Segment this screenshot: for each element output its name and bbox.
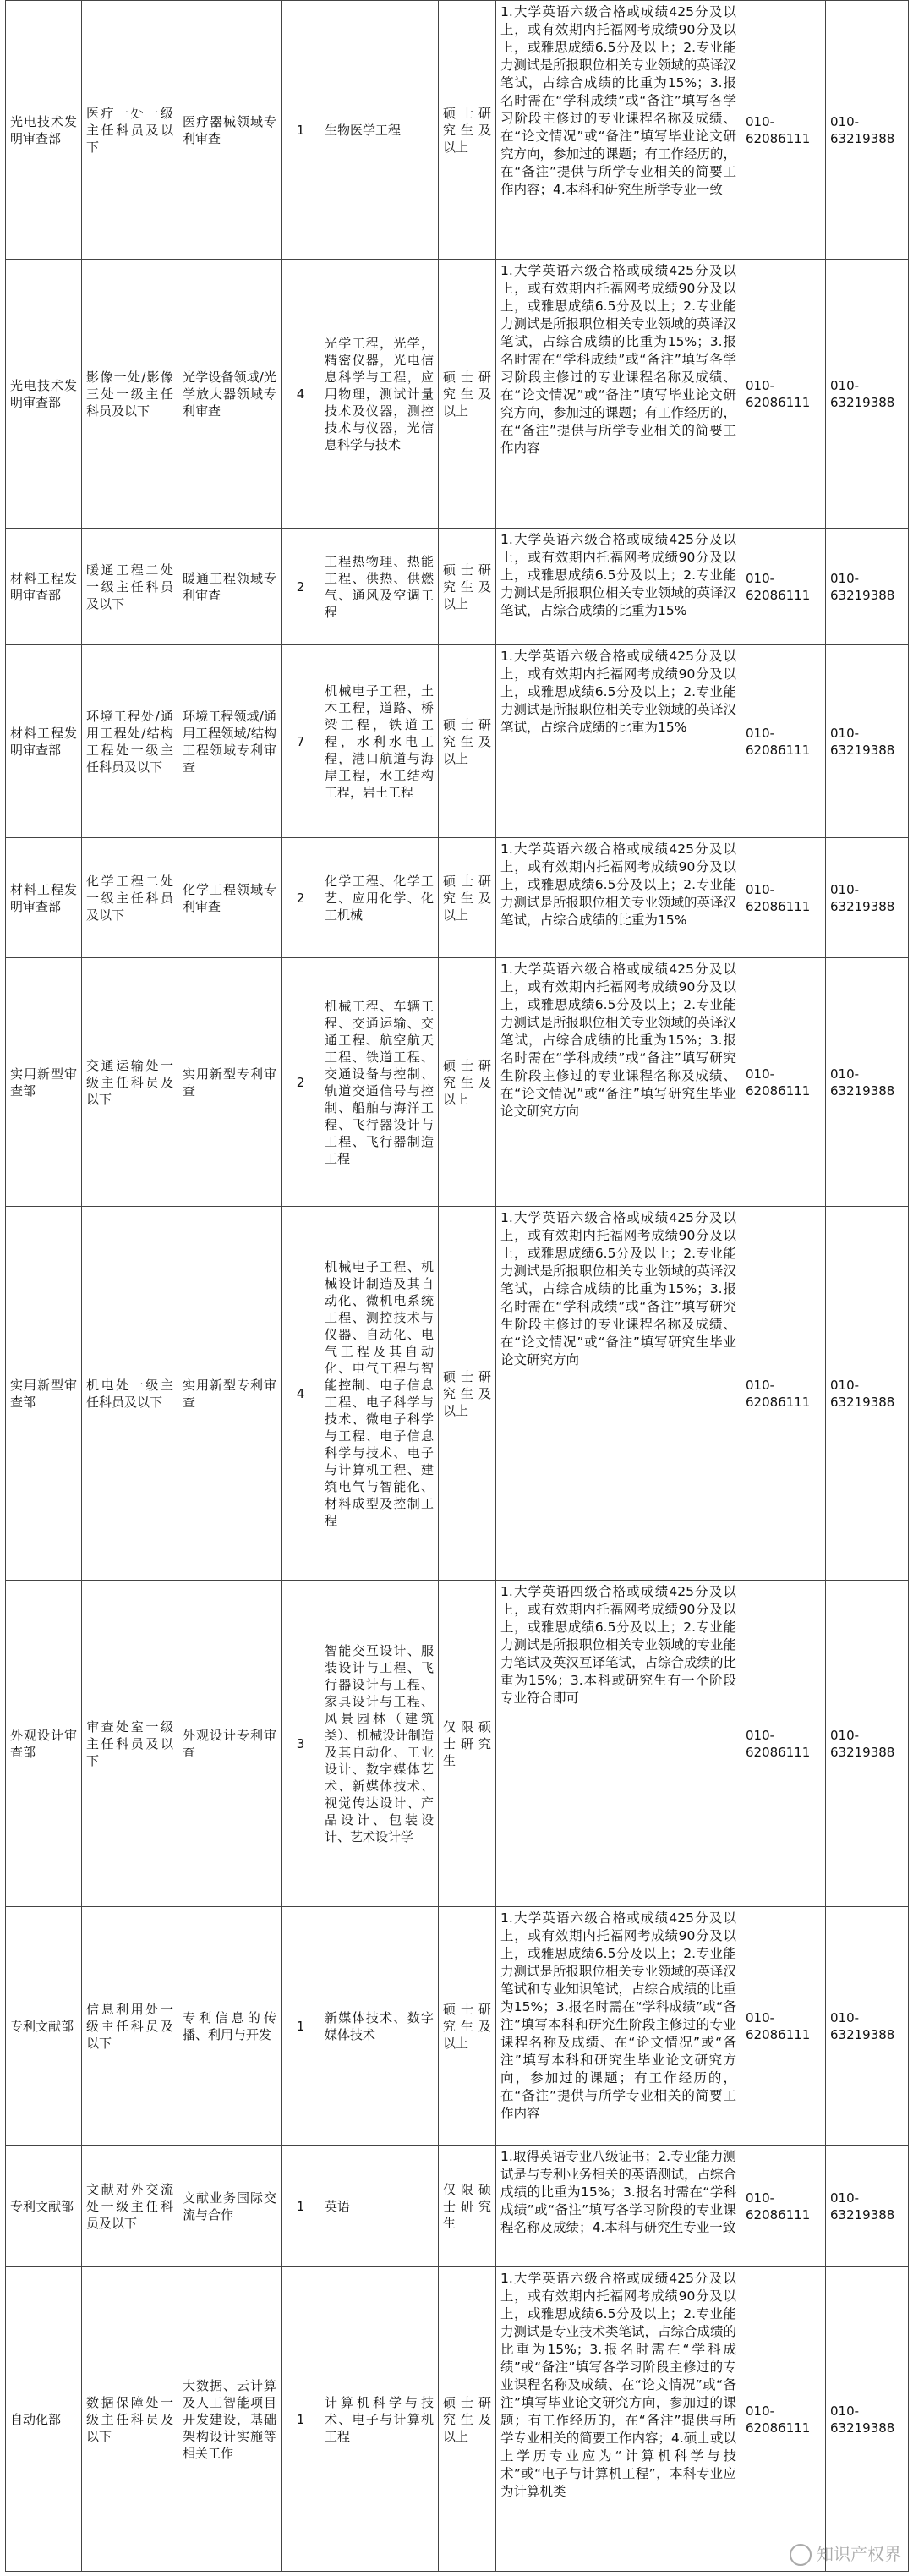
- count-cell: 1: [282, 2267, 320, 2572]
- degree-cell: 硕士研究生及以上: [439, 2267, 496, 2572]
- phone-cell-2: 010-63219388: [826, 1907, 909, 2146]
- phone-cell-2: 010-63219388: [826, 1581, 909, 1907]
- phone-cell-2: 010-63219388: [826, 529, 909, 645]
- degree-cell: 硕士研究生及以上: [439, 1907, 496, 2146]
- phone-cell-2: 010-63219388: [826, 1, 909, 260]
- phone-cell-1: 010-62086111: [741, 958, 826, 1207]
- job-table-body: [6, 1, 909, 2572]
- majors-cell: 新媒体技术、数字媒体技术: [320, 1907, 439, 2146]
- office-cell: 化学工程二处一级主任科员及以下: [82, 838, 178, 958]
- degree-cell: 硕士研究生及以上: [439, 260, 496, 529]
- requirements-cell: 1.取得英语专业八级证书；2.专业能力测试是与专利业务相关的英语测试，占综合成绩的比重为15%；3.报名时需在“学科成绩”或“备注”填写各学习阶段的专业课程名称及成绩；4.本科与研究生专业一致: [496, 2146, 741, 2267]
- requirements-cell: 1.大学英语六级合格或成绩425分及以上，或有效期内托福网考成绩90分及以上，或雅思成绩6.5分及以上；2.专业能力测试是专业技术类笔试，占综合成绩的比重为15%；3.报名时需在“学科成绩”或“备注”填写各学习阶段主修过的专业课程名称及成绩、在“论文情况”或“备注”填写毕业论文研究方向，参加过的课题；有工作经历的，在“备注”提供与所学专业相关的简要工作内容；4.硕士或以上学历专业应为“计算机科学与技术”或“电子与计算机工程”，本科专业应为计算机类: [496, 2267, 741, 2572]
- office-cell: 文献对外交流处一级主任科员及以下: [82, 2146, 178, 2267]
- table-row: [6, 1581, 909, 1907]
- field-cell: 光学设备领域/光学放大器领域专利审查: [178, 260, 282, 529]
- job-table: [5, 0, 909, 2572]
- office-cell: 审查处室一级主任科员及以下: [82, 1581, 178, 1907]
- table-row: [6, 2146, 909, 2267]
- majors-cell: 机械工程、车辆工程、交通运输、交通工程、航空航天工程、铁道工程、交通设备与控制、轨道交通信号与控制、船舶与海洋工程、飞行器设计与工程、飞行器制造工程: [320, 958, 439, 1207]
- department-cell: 实用新型审查部: [6, 958, 82, 1207]
- field-cell: 外观设计专利审查: [178, 1581, 282, 1907]
- count-cell: 4: [282, 260, 320, 529]
- office-cell: 机电处一级主任科员及以下: [82, 1207, 178, 1581]
- majors-cell: 生物医学工程: [320, 1, 439, 260]
- phone-cell-2: 010-63219388: [826, 2146, 909, 2267]
- department-cell: 光电技术发明审查部: [6, 260, 82, 529]
- watermark: [790, 2540, 901, 2567]
- majors-cell: 机械电子工程、机械设计制造及其自动化、微机电系统工程、测控技术与仪器、自动化、电气工程及其自动化、电气工程与智能控制、电子信息工程、电子科学与技术、微电子科学与工程、电子信息科学与技术、电子与计算机工程、建筑电气与智能化、材料成型及控制工程: [320, 1207, 439, 1581]
- majors-cell: 机械电子工程，土木工程，道路、桥梁工程，铁道工程，水利水电工程，港口航道与海岸工程，水工结构工程，岩土工程: [320, 645, 439, 838]
- count-cell: 1: [282, 2146, 320, 2267]
- phone-cell-1: 010-62086111: [741, 2146, 826, 2267]
- department-cell: 外观设计审查部: [6, 1581, 82, 1907]
- requirements-cell: 1.大学英语六级合格或成绩425分及以上，或有效期内托福网考成绩90分及以上，或雅思成绩6.5分及以上；2.专业能力测试是所报职位相关专业领域的英译汉笔试，占综合成绩的比重为15%；3.报名时需在“学科成绩”或“备注”填写研究生阶段主修过的专业课程名称及成绩、在“论文情况”或“备注”填写研究生毕业论文研究方向: [496, 1207, 741, 1581]
- watermark-text: 知识产权界: [817, 2543, 901, 2564]
- phone-cell-1: 010-62086111: [741, 260, 826, 529]
- field-cell: 实用新型专利审查: [178, 958, 282, 1207]
- department-cell: 专利文献部: [6, 1907, 82, 2146]
- count-cell: 4: [282, 1207, 320, 1581]
- count-cell: 7: [282, 645, 320, 838]
- table-row: [6, 958, 909, 1207]
- department-cell: 材料工程发明审查部: [6, 529, 82, 645]
- degree-cell: 硕士研究生及以上: [439, 529, 496, 645]
- department-cell: 材料工程发明审查部: [6, 838, 82, 958]
- field-cell: 暖通工程领域专利审查: [178, 529, 282, 645]
- field-cell: 医疗器械领域专利审查: [178, 1, 282, 260]
- table-row: [6, 2267, 909, 2572]
- office-cell: 暖通工程二处一级主任科员及以下: [82, 529, 178, 645]
- phone-cell-2: 010-63219388: [826, 958, 909, 1207]
- field-cell: 化学工程领域专利审查: [178, 838, 282, 958]
- count-cell: 1: [282, 1, 320, 260]
- department-cell: 光电技术发明审查部: [6, 1, 82, 260]
- phone-cell-2: 010-63219388: [826, 2267, 909, 2572]
- phone-cell-1: 010-62086111: [741, 529, 826, 645]
- majors-cell: 智能交互设计、服装设计与工程、飞行器设计与工程、家具设计与工程、风景园林（建筑类）、机械设计制造及其自动化、工业设计、数字媒体艺术、新媒体技术、视觉传达设计、产品设计、包装设计、艺术设计学: [320, 1581, 439, 1907]
- phone-cell-1: 010-62086111: [741, 1581, 826, 1907]
- phone-cell-2: 010-63219388: [826, 260, 909, 529]
- requirements-cell: 1.大学英语六级合格或成绩425分及以上，或有效期内托福网考成绩90分及以上，或雅思成绩6.5分及以上；2.专业能力测试是所报职位相关专业领域的英译汉笔试，占综合成绩的比重为15%；3.报名时需在“学科成绩”或“备注”填写研究生阶段主修过的专业课程名称及成绩、在“论文情况”或“备注”填写研究生毕业论文研究方向: [496, 958, 741, 1207]
- requirements-cell: 1.大学英语六级合格或成绩425分及以上，或有效期内托福网考成绩90分及以上，或雅思成绩6.5分及以上；2.专业能力测试是所报职位相关专业领域的英译汉笔试，占综合成绩的比重为15%；3.报名时需在“学科成绩”或“备注”填写各学习阶段主修过的专业课程名称及成绩、在“论文情况”或“备注”填写毕业论文研究方向，参加过的课题；有工作经历的，在“备注”提供与所学专业相关的简要工作内容: [496, 260, 741, 529]
- phone-cell-1: 010-62086111: [741, 838, 826, 958]
- degree-cell: 硕士研究生及以上: [439, 838, 496, 958]
- phone-cell-1: 010-62086111: [741, 1207, 826, 1581]
- degree-cell: 硕士研究生及以上: [439, 958, 496, 1207]
- office-cell: 环境工程处/通用工程处/结构工程处一级主任科员及以下: [82, 645, 178, 838]
- requirements-cell: 1.大学英语六级合格或成绩425分及以上，或有效期内托福网考成绩90分及以上，或雅思成绩6.5分及以上；2.专业能力测试是所报职位相关专业领域的英译汉笔试，占综合成绩的比重为15%: [496, 645, 741, 838]
- table-row: [6, 645, 909, 838]
- field-cell: 文献业务国际交流与合作: [178, 2146, 282, 2267]
- majors-cell: 光学工程，光学，精密仪器，光电信息科学与工程，应用物理，测试计量技术及仪器，测控技术与仪器，光信息科学与技术: [320, 260, 439, 529]
- department-cell: 自动化部: [6, 2267, 82, 2572]
- phone-cell-2: 010-63219388: [826, 1207, 909, 1581]
- phone-cell-2: 010-63219388: [826, 645, 909, 838]
- field-cell: 实用新型专利审查: [178, 1207, 282, 1581]
- requirements-cell: 1.大学英语六级合格或成绩425分及以上，或有效期内托福网考成绩90分及以上，或雅思成绩6.5分及以上；2.专业能力测试是所报职位相关专业领域的英译汉笔试，占综合成绩的比重为15%: [496, 529, 741, 645]
- majors-cell: 英语: [320, 2146, 439, 2267]
- table-row: [6, 1, 909, 260]
- majors-cell: 计算机科学与技术、电子与计算机工程: [320, 2267, 439, 2572]
- count-cell: 1: [282, 1907, 320, 2146]
- department-cell: 专利文献部: [6, 2146, 82, 2267]
- degree-cell: 硕士研究生及以上: [439, 1207, 496, 1581]
- department-cell: 实用新型审查部: [6, 1207, 82, 1581]
- phone-cell-1: 010-62086111: [741, 1907, 826, 2146]
- office-cell: 影像一处/影像三处一级主任科员及以下: [82, 260, 178, 529]
- phone-cell-1: 010-62086111: [741, 2267, 826, 2572]
- table-row: [6, 1907, 909, 2146]
- requirements-cell: 1.大学英语六级合格或成绩425分及以上，或有效期内托福网考成绩90分及以上，或雅思成绩6.5分及以上；2.专业能力测试是所报职位相关专业领域的英译汉笔试和专业知识笔试，占综合成绩的比重为15%；3.报名时需在“学科成绩”或“备注”填写本科和研究生阶段主修过的专业课程名称及成绩、在“论文情况”或“备注”填写本科和研究生毕业论文研究方向，参加过的课题；有工作经历的，在“备注”提供与所学专业相关的简要工作内容: [496, 1907, 741, 2146]
- count-cell: 3: [282, 1581, 320, 1907]
- field-cell: 专利信息的传播、利用与开发: [178, 1907, 282, 2146]
- office-cell: 交通运输处一级主任科员及以下: [82, 958, 178, 1207]
- office-cell: 信息利用处一级主任科员及以下: [82, 1907, 178, 2146]
- table-row: [6, 260, 909, 529]
- requirements-cell: 1.大学英语四级合格或成绩425分及以上，或有效期内托福网考成绩90分及以上，或雅思成绩6.5分及以上；2.专业能力测试是所报职位相关专业领域的专业能力笔试及英汉互译笔试，占综合成绩的比重为15%；3.本科或研究生有一个阶段专业符合即可: [496, 1581, 741, 1907]
- wechat-icon: [790, 2544, 812, 2566]
- majors-cell: 化学工程、化学工艺、应用化学、化工机械: [320, 838, 439, 958]
- majors-cell: 工程热物理、热能工程、供热、供燃气、通风及空调工程: [320, 529, 439, 645]
- degree-cell: 硕士研究生及以上: [439, 1, 496, 260]
- count-cell: 2: [282, 838, 320, 958]
- requirements-cell: 1.大学英语六级合格或成绩425分及以上，或有效期内托福网考成绩90分及以上，或雅思成绩6.5分及以上；2.专业能力测试是所报职位相关专业领域的英译汉笔试，占综合成绩的比重为15%；3.报名时需在“学科成绩”或“备注”填写各学习阶段主修过的专业课程名称及成绩、在“论文情况”或“备注”填写毕业论文研究方向，参加过的课题；有工作经历的，在“备注”提供与所学专业相关的简要工作内容；4.本科和研究生所学专业一致: [496, 1, 741, 260]
- degree-cell: 仅限硕士研究生: [439, 2146, 496, 2267]
- office-cell: 数据保障处一级主任科员及以下: [82, 2267, 178, 2572]
- count-cell: 2: [282, 529, 320, 645]
- degree-cell: 仅限硕士研究生: [439, 1581, 496, 1907]
- requirements-cell: 1.大学英语六级合格或成绩425分及以上，或有效期内托福网考成绩90分及以上，或雅思成绩6.5分及以上；2.专业能力测试是所报职位相关专业领域的英译汉笔试，占综合成绩的比重为15%: [496, 838, 741, 958]
- phone-cell-1: 010-62086111: [741, 645, 826, 838]
- phone-cell-1: 010-62086111: [741, 1, 826, 260]
- phone-cell-2: 010-63219388: [826, 838, 909, 958]
- table-row: [6, 1207, 909, 1581]
- field-cell: 大数据、云计算及人工智能项目开发建设，基础架构设计实施等相关工作: [178, 2267, 282, 2572]
- department-cell: 材料工程发明审查部: [6, 645, 82, 838]
- table-row: [6, 529, 909, 645]
- office-cell: 医疗一处一级主任科员及以下: [82, 1, 178, 260]
- degree-cell: 硕士研究生及以上: [439, 645, 496, 838]
- table-row: [6, 838, 909, 958]
- field-cell: 环境工程领域/通用工程领域/结构工程领域专利审查: [178, 645, 282, 838]
- count-cell: 2: [282, 958, 320, 1207]
